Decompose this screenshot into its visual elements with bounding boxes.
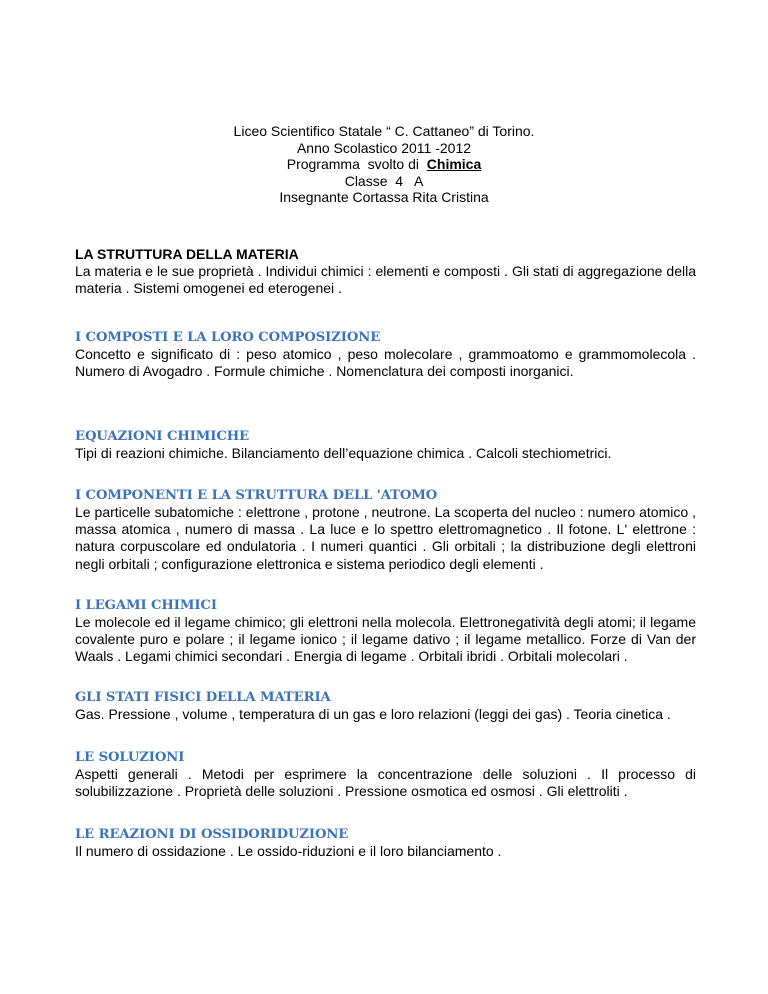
program-line — [0, 156, 768, 173]
section-title: LE REAZIONI DI OSSIDORIDUZIONE — [75, 827, 349, 842]
section-legami — [75, 597, 696, 666]
section-text: Concetto e significato di : peso atomico , peso molecolare , grammoatomo e grammomolecola . Numero di Avogadro . Formule chimiche . Nomenclatura dei composti inorganici. — [75, 346, 696, 380]
section-title: I LEGAMI CHIMICI — [75, 598, 217, 613]
section-equazioni — [75, 428, 696, 462]
section-ossidoriduzione — [75, 826, 696, 860]
school-year: Anno Scolastico 2011 -2012 — [296, 139, 472, 156]
section-text: Aspetti generali . Metodi per esprimere la concentrazione delle soluzioni . Il processo di solubilizzazione . Proprietà delle soluzioni . Pressione osmotica ed osmosi . Gli elettroliti . — [75, 766, 696, 800]
section-title: EQUAZIONI CHIMICHE — [75, 429, 250, 444]
section-atomo — [75, 487, 696, 573]
program-label: Programma svolto di — [286, 156, 427, 172]
section-title: I COMPOSTI E LA LORO COMPOSIZIONE — [75, 330, 381, 345]
section-struttura-materia — [75, 246, 696, 297]
section-title: LE SOLUZIONI — [75, 750, 185, 765]
section-text: La materia e le sue proprietà . Individui chimici : elementi e composti . Gli stati di aggregazione della materia . Sistemi omogenei ed eterogenei . — [75, 263, 696, 297]
section-stati-fisici — [75, 689, 696, 723]
section-text: Il numero di ossidazione . Le ossido-riduzioni e il loro bilanciamento . — [75, 843, 502, 859]
section-text: Le molecole ed il legame chimico; gli elettroni nella molecola. Elettronegatività degli atomi; il legame covalente puro e polare ; il legame ionico ; il legame dativo ; il legame metallico. Forze di Van der Waals . Legami chimici secondari . Energia di legame . Orbitali ibridi . Orbitali molecolari . — [75, 614, 696, 665]
school-name: Liceo Scientifico Statale “ C. Cattaneo” di Torino. — [233, 123, 535, 139]
section-text: Tipi di reazioni chimiche. Bilanciamento dell’equazione chimica . Calcoli stechiometrici. — [75, 445, 612, 461]
subject-name: Chimica — [426, 156, 482, 172]
section-text: Le particelle subatomiche : elettrone , protone , neutrone. La scoperta del nucleo : numero atomico , massa atomica , numero di massa . La luce e lo spettro elettromagnetico . Il fotone. L' elettrone : natura corpuscolare ed ondulatoria . I numeri quantici . Gli orbitali ; la distribuzione degli elettroni negli orbitali ; configurazione elettronica e sistema periodico degli elementi . — [75, 504, 696, 572]
document-header — [0, 123, 768, 206]
section-soluzioni — [75, 749, 696, 800]
section-text: Gas. Pressione , volume , temperatura di un gas e loro relazioni (leggi dei gas) . Teoria cinetica . — [75, 706, 671, 722]
section-title: GLI STATI FISICI DELLA MATERIA — [75, 690, 331, 705]
teacher-line: Insegnante Cortassa Rita Cristina — [279, 189, 489, 205]
section-composti — [75, 329, 696, 380]
class-line: Classe 4 A — [344, 172, 424, 189]
section-title: LA STRUTTURA DELLA MATERIA — [75, 246, 299, 262]
section-title: I COMPONENTI E LA STRUTTURA DELL 'ATOMO — [75, 488, 438, 503]
